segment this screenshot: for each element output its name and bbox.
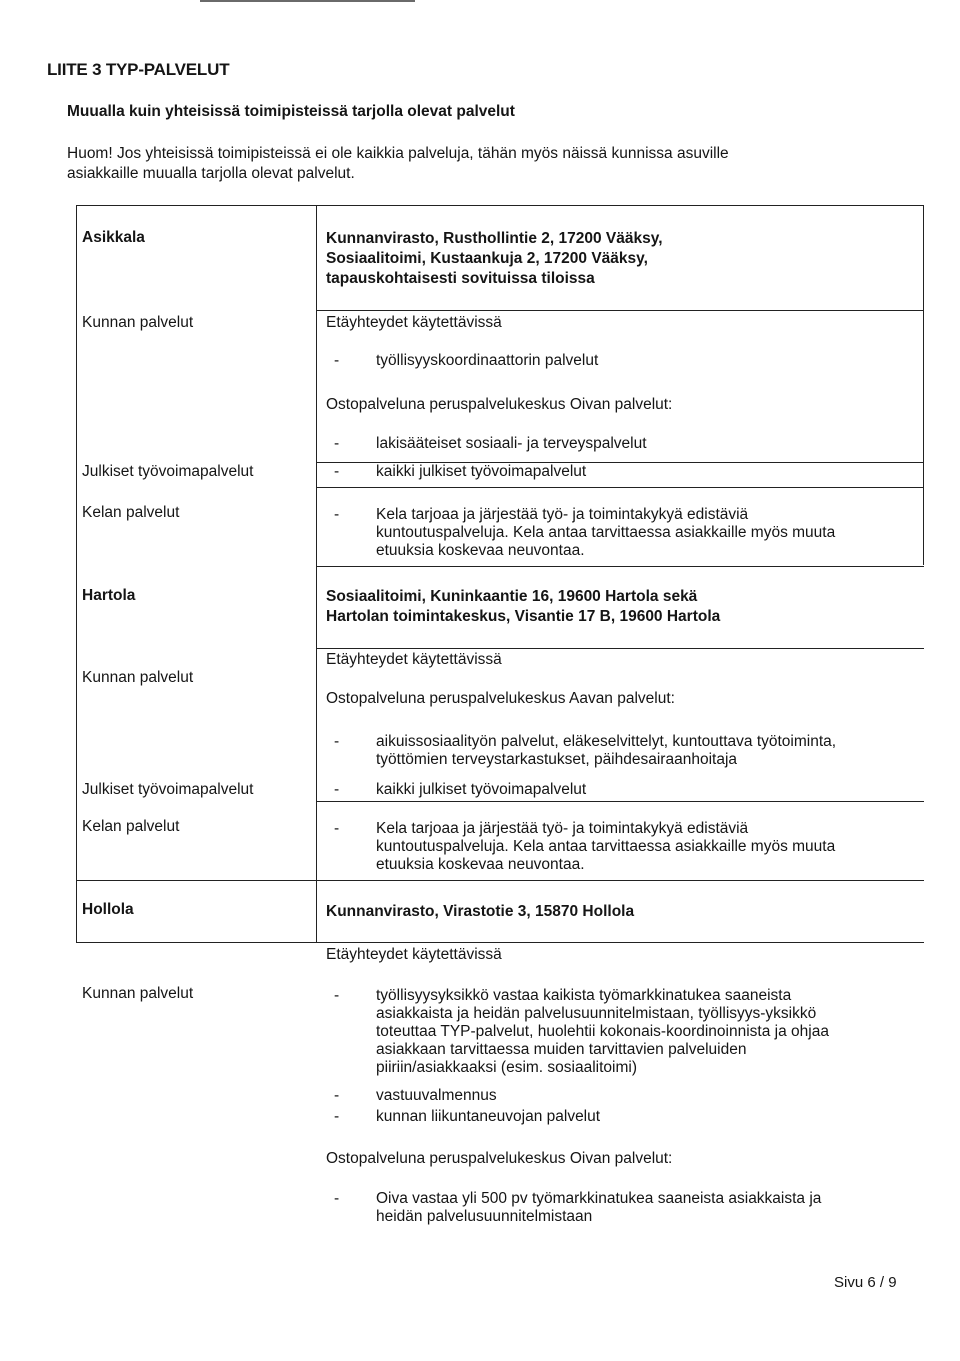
row-divider (316, 801, 924, 802)
list-item-line: aikuissosiaalityön palvelut, eläkeselvittelyt, kuntouttava työtoiminta, (376, 733, 837, 750)
row-divider (76, 880, 924, 881)
bullet-dash: - (334, 352, 340, 369)
row-divider (316, 310, 924, 311)
bullet-dash: - (334, 987, 340, 1004)
row-divider (316, 566, 924, 567)
scan-artifact-line (200, 0, 415, 2)
address-line: Sosiaalitoimi, Kustaankuja 2, 17200 Vääksy, (326, 250, 648, 267)
bullet-dash: - (334, 435, 340, 452)
ostopalvelu-heading: Ostopalveluna peruspalvelukeskus Aavan palvelut: (326, 690, 675, 707)
list-item-line: etuuksia koskevaa neuvontaa. (376, 856, 585, 873)
ostopalvelu-heading: Ostopalveluna peruspalvelukeskus Oivan palvelut: (326, 1150, 673, 1167)
bullet-dash: - (334, 463, 340, 480)
municipality-name-hollola: Hollola (82, 901, 134, 918)
note-line: asiakkaille muualla tarjolla olevat palvelut. (67, 165, 355, 182)
list-item: vastuuvalmennus (376, 1087, 497, 1104)
label-kunnan-palvelut: Kunnan palvelut (82, 314, 194, 331)
list-item-line: asiakkaan tarvittaessa muiden tarvittavien palveluiden (376, 1041, 747, 1058)
table-border-left (76, 205, 77, 943)
list-item: kunnan liikuntaneuvojan palvelut (376, 1108, 601, 1125)
page-number: Sivu 6 / 9 (834, 1274, 897, 1291)
municipality-name-asikkala: Asikkala (82, 229, 145, 246)
list-item: työllisyyskoordinaattorin palvelut (376, 352, 599, 369)
list-item: kaikki julkiset työvoimapalvelut (376, 781, 587, 798)
municipality-name-hartola: Hartola (82, 587, 136, 604)
list-item (376, 820, 835, 874)
remote-access-text: Etäyhteydet käytettävissä (326, 314, 502, 331)
row-divider (316, 487, 924, 488)
list-item-line: asiakkaista ja heidän palvelusuunnitelmistaan, työllisyys-yksikkö (376, 1005, 817, 1022)
label-julkiset-tyovoimapalvelut: Julkiset työvoimapalvelut (82, 781, 254, 798)
page-title: LIITE 3 TYP-PALVELUT (47, 60, 230, 79)
address-line: tapauskohtaisesti sovituissa tiloissa (326, 270, 595, 287)
table-border-right (923, 205, 924, 565)
list-item (376, 506, 835, 560)
list-item: lakisääteiset sosiaali- ja terveyspalvelut (376, 435, 647, 452)
bullet-dash: - (334, 1108, 340, 1125)
label-kunnan-palvelut: Kunnan palvelut (82, 985, 194, 1002)
note-line: Huom! Jos yhteisissä toimipisteissä ei ole kaikkia palveluja, tähän myös näissä kunnissa asuville (67, 145, 729, 162)
list-item-line: heidän palvelusuunnitelmistaan (376, 1208, 593, 1225)
list-item-line: etuuksia koskevaa neuvontaa. (376, 542, 585, 559)
address-hollola: Kunnanvirasto, Virastotie 3, 15870 Hollola (326, 903, 635, 920)
table-border-top (76, 205, 924, 206)
ostopalvelu-heading: Ostopalveluna peruspalvelukeskus Oivan palvelut: (326, 396, 673, 413)
label-kunnan-palvelut: Kunnan palvelut (82, 669, 194, 686)
list-item-line: työttömien terveystarkastukset, päihdesairaanhoitaja (376, 751, 738, 768)
label-kelan-palvelut: Kelan palvelut (82, 504, 180, 521)
list-item: kaikki julkiset työvoimapalvelut (376, 463, 587, 480)
bullet-dash: - (334, 1087, 340, 1104)
label-julkiset-tyovoimapalvelut: Julkiset työvoimapalvelut (82, 463, 254, 480)
bullet-dash: - (334, 733, 340, 750)
note-paragraph (67, 144, 867, 184)
remote-access-text: Etäyhteydet käytettävissä (326, 651, 502, 668)
bullet-dash: - (334, 1190, 340, 1207)
page-subtitle: Muualla kuin yhteisissä toimipisteissä tarjolla olevat palvelut (67, 103, 515, 120)
address-asikkala (326, 229, 663, 289)
list-item-line: Kela tarjoaa ja järjestää työ- ja toimintakykyä edistäviä (376, 506, 749, 523)
remote-access-text: Etäyhteydet käytettävissä (326, 946, 502, 963)
list-item-line: työllisyysyksikkö vastaa kaikista työmarkkinatukea saaneista (376, 987, 792, 1004)
table-column-divider (316, 205, 317, 943)
bullet-dash: - (334, 506, 340, 523)
address-hartola (326, 587, 720, 627)
list-item (376, 987, 829, 1077)
row-divider (316, 648, 924, 649)
list-item (376, 1190, 821, 1226)
bullet-dash: - (334, 781, 340, 798)
label-kelan-palvelut: Kelan palvelut (82, 818, 180, 835)
row-divider (76, 942, 924, 943)
list-item-line: kuntoutuspalveluja. Kela antaa tarvittaessa asiakkaille myös muuta (376, 838, 836, 855)
list-item-line: piiriin/asiakkaaksi (esim. sosiaalitoimi) (376, 1059, 637, 1076)
address-line: Kunnanvirasto, Rusthollintie 2, 17200 Vääksy, (326, 230, 663, 247)
list-item-line: toteuttaa TYP-palvelut, huolehtii kokonais-koordinoinnista ja ohjaa (376, 1023, 829, 1040)
address-line: Sosiaalitoimi, Kuninkaantie 16, 19600 Hartola sekä (326, 588, 698, 605)
bullet-dash: - (334, 820, 340, 837)
list-item-line: kuntoutuspalveluja. Kela antaa tarvittaessa asiakkaille myös muuta (376, 524, 836, 541)
list-item-line: Oiva vastaa yli 500 pv työmarkkinatukea saaneista asiakkaista ja (376, 1190, 822, 1207)
list-item (376, 733, 836, 769)
address-line: Hartolan toimintakeskus, Visantie 17 B, 19600 Hartola (326, 608, 721, 625)
list-item-line: Kela tarjoaa ja järjestää työ- ja toimintakykyä edistäviä (376, 820, 749, 837)
